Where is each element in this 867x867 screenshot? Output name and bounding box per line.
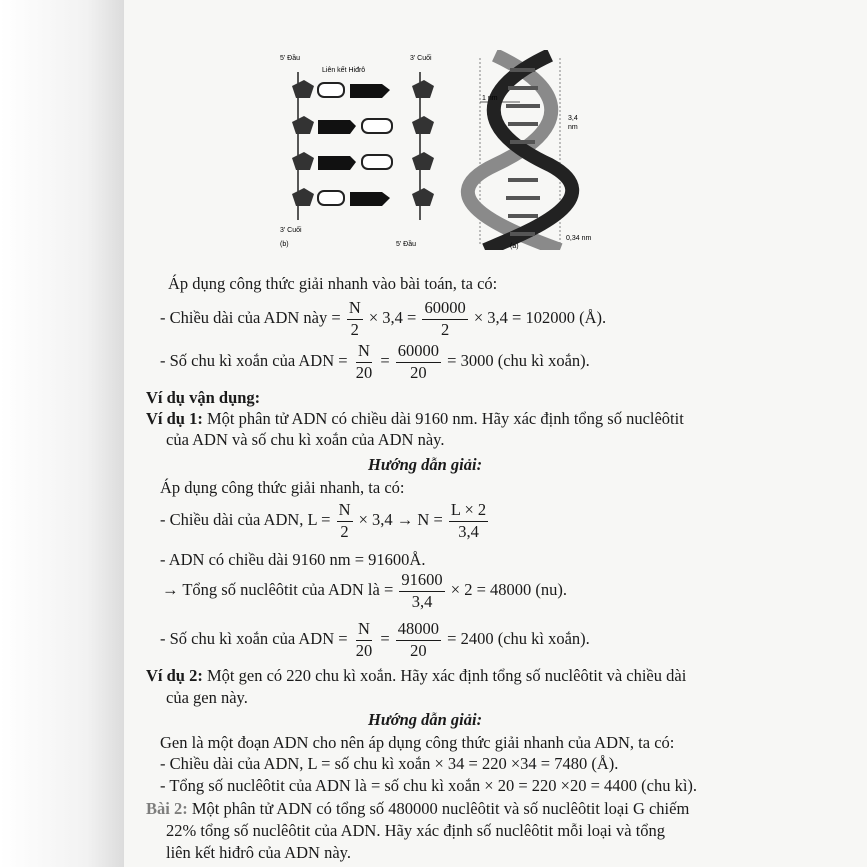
formula-total-nucleotides [162,572,567,610]
fraction [337,502,353,540]
exercise-text: Một phân tử ADN có tổng số 480000 nuclêôtit và số nuclêôtit loại G chiếm [191,799,690,818]
label-5-top: 5' Đầu [280,55,301,62]
formula-eq: = [380,628,390,648]
numerator: N [356,343,372,363]
length-conversion: - ADN có chiều dài 9160 nm = 91600Å. [160,550,426,569]
fraction [354,621,375,659]
example-1-line-2: của ADN và số chu kì xoắn của ADN này. [166,430,445,449]
label-034nm: 0,34 nm [566,235,592,242]
example-2-text: Một gen có 220 chu kì xoắn. Hãy xác định tổng số nuclêôtit và chiều dài [206,666,687,685]
formula-mid: × 3,4 = [368,307,417,327]
example-1-text: Một phân tử ADN có chiều dài 9160 nm. Hãy xác định tổng số nuclêôtit [206,409,684,428]
label-3-bottom: 3' Cuối [280,227,302,234]
numerator: L × 2 [449,502,488,522]
fraction [396,621,441,659]
example-2-answer-1: Gen là một đoạn ADN cho nên áp dụng công thức giải nhanh của ADN, ta có: [160,733,675,752]
numerator: 60000 [396,343,441,363]
denominator: 3,4 [458,521,479,541]
numerator: 91600 [399,572,444,592]
formula-suffix: = 2400 (chu kì xoắn). [447,628,590,648]
dna-figure-svg [270,50,615,250]
panel-a-label: (a) [510,243,519,250]
guide-heading: Hướng dẫn giải: [368,455,483,474]
base-pair-row [292,116,434,134]
exercise-label: Bài 2: [146,799,188,818]
base-pair-row [292,80,434,98]
label-nm: nm [568,124,578,131]
example-2-answer-2: - Chiều dài của ADN, L = số chu kì xoắn × 34 = 220 ×34 = 7480 (Å). [160,754,619,773]
exercise-line-3: liên kết hiđrô của ADN này. [166,843,351,862]
example-2-line-1 [146,668,686,685]
fraction [399,572,444,610]
section-heading: Ví dụ vận dụng: [146,388,261,407]
formula-prefix: - Chiều dài của ADN này = [160,307,341,327]
exercise-line-2: 22% tổng số nuclêôtit của ADN. Hãy xác định số nuclêôtit mỗi loại và tổng [166,821,666,840]
denominator: 20 [410,362,427,382]
hydrogen-bond-label: Liên kết Hiđrô [322,67,366,74]
dna-ladder-diagram [280,53,434,248]
formula-mid: × 3,4 → N = [358,509,443,529]
exercise-line-1 [146,801,689,818]
formula-eq: = [380,350,390,370]
example-1-line-1 [146,411,684,428]
fraction [449,502,488,540]
numerator: 60000 [422,300,467,320]
fraction [354,343,375,381]
formula-suffix: × 3,4 = 102000 (Å). [473,307,607,327]
formula-length [160,300,606,338]
formula-length-solve [160,502,490,540]
label-1nm: 1 nm [482,95,498,102]
guide-heading-2: Hướng dẫn giải: [368,710,483,729]
label-5-bottom: 5' Đầu [396,241,417,248]
formula-prefix: - Số chu kì xoắn của ADN = [160,628,348,648]
base-pair-row [292,188,434,206]
numerator: N [337,502,353,522]
formula-cycles-2 [160,621,590,659]
denominator: 2 [440,319,450,339]
label-3-top: 3' Cuối [410,55,432,62]
example-2-answer-3: - Tổng số nuclêôtit của ADN là = số chu kì xoắn × 20 = 220 ×20 = 4400 (chu kì). [160,776,698,795]
fraction [347,300,363,338]
book-spine-shadow [0,0,124,867]
example-1-label: Ví dụ 1: [146,409,203,428]
formula-prefix: - Số chu kì xoắn của ADN = [160,350,348,370]
example-2-line-2: của gen này. [166,688,248,707]
intro-text: Áp dụng công thức giải nhanh vào bài toán, ta có: [168,274,498,293]
dna-figure [270,50,615,250]
label-34: 3,4 [568,115,578,122]
denominator: 20 [410,640,427,660]
fraction [396,343,441,381]
panel-b-label: (b) [280,241,289,248]
denominator: 20 [355,640,373,660]
numerator: N [347,300,363,320]
formula-prefix: → Tổng số nuclêôtit của ADN là = [162,579,394,599]
formula-prefix: - Chiều dài của ADN, L = [160,509,331,529]
fraction [422,300,467,338]
numerator: N [356,621,372,641]
apply-text: Áp dụng công thức giải nhanh, ta có: [160,478,405,497]
denominator: 2 [350,319,359,339]
formula-cycles [160,343,590,381]
example-2-label: Ví dụ 2: [146,666,203,685]
base-pair-row [292,152,434,170]
denominator: 20 [355,362,373,382]
formula-suffix: × 2 = 48000 (nu). [450,579,567,599]
dna-helix-diagram [468,55,592,250]
numerator: 48000 [396,621,441,641]
formula-suffix: = 3000 (chu kì xoắn). [447,350,590,370]
denominator: 2 [340,521,349,541]
denominator: 3,4 [411,591,433,611]
